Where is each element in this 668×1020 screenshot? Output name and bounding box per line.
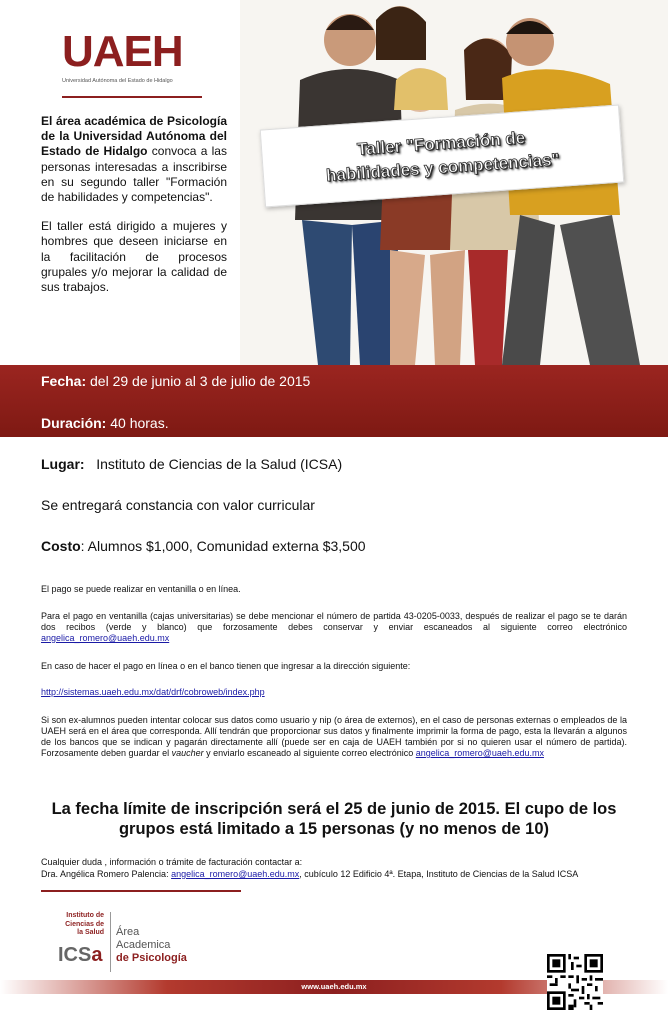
icsa-institute-name: Instituto de Ciencias de la Salud (65, 912, 104, 936)
icsa-mark-b: a (91, 944, 103, 966)
footer-url[interactable]: www.uaeh.edu.mx (301, 982, 367, 991)
constancia-line: Se entregará constancia con valor curricular (41, 497, 315, 513)
contact-email-link[interactable]: angelica_romero@uaeh.edu.mx (171, 869, 300, 879)
contact-divider (41, 890, 241, 892)
icsa-logo (58, 912, 198, 974)
contact-rest: , cubículo 12 Edificio 4ª. Etapa, Instituto de Ciencias de la Salud ICSA (299, 869, 579, 879)
lugar-value: Instituto de Ciencias de la Salud (ICSA) (84, 456, 343, 472)
email-link-2[interactable]: angelica_romero@uaeh.edu.mx (415, 748, 544, 758)
lugar-label: Lugar: (41, 456, 85, 472)
contact-details (41, 869, 627, 880)
logo-subtitle: Universidad Autónoma del Estado de Hidalgo (62, 78, 173, 84)
pago-exalumnos (41, 715, 627, 759)
payment-url-link[interactable]: http://sistemas.uaeh.edu.mx/dat/drf/cobroweb/index.php (41, 687, 265, 697)
fecha-label: Fecha: (41, 373, 87, 389)
deadline-notice: La fecha límite de inscripción será el 25 de junio de 2015. El cupo de los grupos está limitado a 15 personas (y no menos de 10) (51, 800, 617, 838)
workshop-photo (240, 0, 668, 365)
email-link[interactable]: angelica_romero@uaeh.edu.mx (41, 633, 170, 643)
intro-paragraph-2: El taller está dirigido a mujeres y hombres que deseen iniciarse en la facilitación de procesos grupales y/o mejorar la calidad de sus trabajos. (41, 219, 227, 295)
logo-mark: UAEH (62, 27, 183, 76)
intro-paragraph-1 (41, 114, 227, 205)
icsa-mark-a: ICS (58, 944, 92, 966)
icsa-mark (58, 944, 102, 967)
duracion-value: 40 horas. (106, 415, 169, 431)
pago-url-line (41, 687, 627, 698)
dates-band (0, 365, 668, 437)
qr-code-icon (547, 954, 603, 1010)
pago-ventanilla-text: Para el pago en ventanilla (cajas universitarias) se debe mencionar el número de partida 43-0205-0033, después de realizar el pago se te darán dos recibos (verde y blanco) que forzosamente debes conservar y enviar escaneados al siguiente correo electrónico (41, 611, 627, 632)
contact-name: Dra. Angélica Romero Palencia: (41, 869, 172, 879)
pago-enlinea: En caso de hacer el pago en línea o en el banco tienen que ingresar a la dirección siguiente: (41, 661, 411, 671)
area-psicologia (116, 926, 187, 965)
duracion-label: Duración: (41, 415, 107, 431)
uaeh-logo (62, 28, 200, 96)
psicologia-label: de Psicología (116, 952, 187, 964)
fecha-line (41, 373, 310, 389)
contact-intro: Cualquier duda , información o trámite de facturación contactar a: (41, 857, 303, 867)
exalumnos-text-a: Si son ex-alumnos pueden intentar colocar sus datos como usuario y nip (o área de externos), en el caso de personas externas o empleados de la UAEH será en el área que corresponda. Allí tendrán que proporcionar sus datos y finalmente imprimir la forma de pago, esta la llevarán a algunos de los bancos que se indican y pagarán directamente allí (puede ser en caja de UAEH también por si no quieren usar el número de partida). Forzosamente deben guardar el (41, 715, 627, 758)
costo-label: Costo (41, 538, 81, 554)
intro-text (41, 114, 227, 295)
banner-title: Taller "Formación de habilidades y competencias" (325, 128, 561, 186)
intro-highlight: El área académica de Psicología de la Universidad Autónoma del Estado de Hidalgo (41, 114, 227, 159)
icsa-divider (110, 912, 111, 972)
pago-ventanilla (41, 611, 627, 644)
lugar-line (41, 456, 342, 472)
logo-divider (62, 96, 202, 98)
costo-value: : Alumnos $1,000, Comunidad externa $3,500 (80, 538, 366, 554)
pago-intro: El pago se puede realizar en ventanilla o en línea. (41, 584, 241, 594)
academica-label: Academica (116, 939, 171, 951)
area-label: Área (116, 926, 140, 938)
duracion-line (41, 415, 169, 431)
costo-line (41, 538, 366, 554)
exalumnos-text-b: y enviarlo escaneado al siguiente correo electrónico (203, 748, 416, 758)
exalumnos-italic: vaucher (171, 748, 204, 758)
intro-rest: convoca a las personas interesadas a inscribirse en su segundo taller "Formación de habilidades y competencias". (41, 144, 227, 205)
fecha-value: del 29 de junio al 3 de julio de 2015 (86, 373, 311, 389)
